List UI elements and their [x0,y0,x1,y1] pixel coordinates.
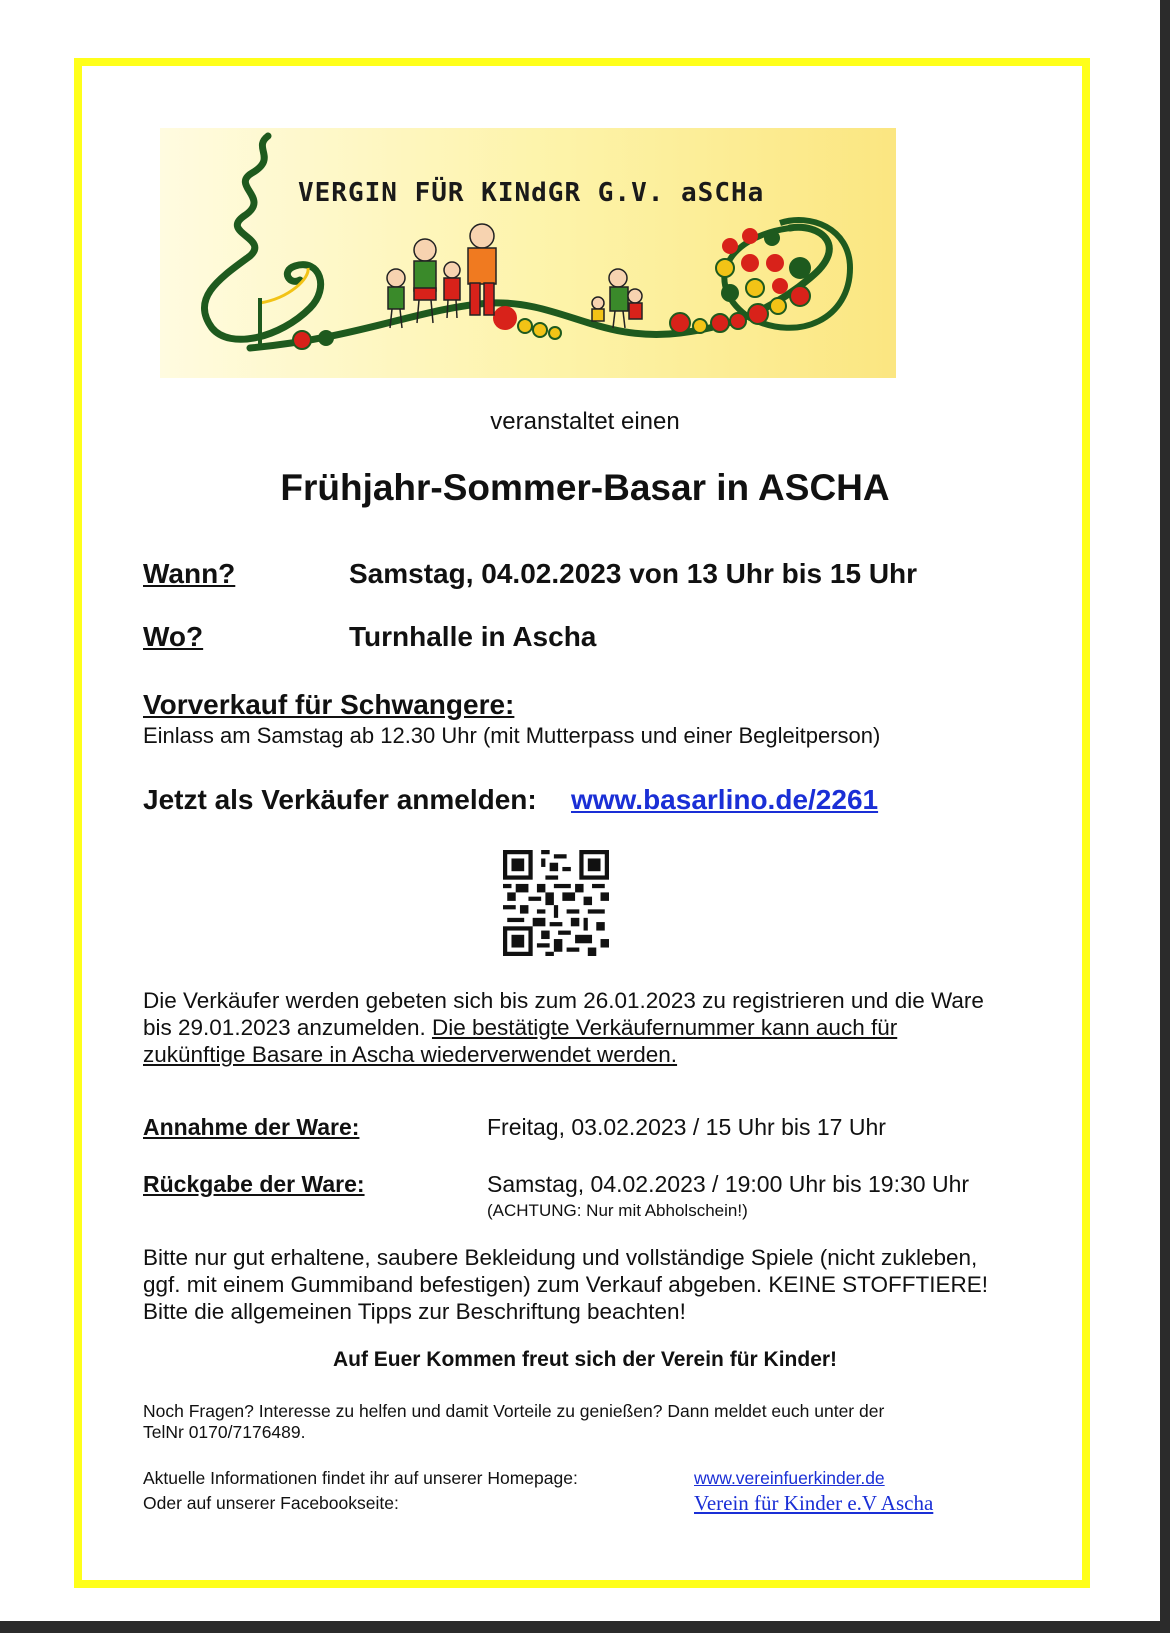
presale-label: Vorverkauf für Schwangere: [143,689,515,720]
sellers-note [143,987,984,1068]
where-label: Wo? [143,621,204,652]
qr-code[interactable] [503,850,609,956]
when-value: Samstag, 04.02.2023 von 13 Uhr bis 15 Uhr [349,558,918,589]
sellers-note-line2 [143,1014,984,1041]
questions-text [143,1401,884,1443]
acceptance-value: Freitag, 03.02.2023 / 15 Uhr bis 17 Uhr [487,1114,886,1140]
where-value: Turnhalle in Ascha [349,621,597,652]
logo-club-name: VERGIN FÜR KINdGR G.V. aSCHa [298,178,765,208]
homepage-link[interactable]: www.vereinfuerkinder.de [694,1468,885,1488]
rules-line1: Bitte nur gut erhaltene, saubere Bekleidung und vollständige Spiele (nicht zukleben, [143,1245,978,1270]
intro-text: veranstaltet einen [490,408,680,435]
questions-line2: TelNr 0170/7176489. [143,1422,306,1442]
register-link[interactable]: www.basarlino.de/2261 [571,784,879,815]
when-label: Wann? [143,558,236,589]
rules-text [143,1244,988,1325]
return-value: Samstag, 04.02.2023 / 19:00 Uhr bis 19:30 Uhr [487,1171,970,1197]
presale-text: Einlass am Samstag ab 12.30 Uhr (mit Mutterpass und einer Begleitperson) [143,723,881,748]
closing-text: Auf Euer Kommen freut sich der Verein für Kinder! [332,1348,838,1371]
facebook-link[interactable]: Verein für Kinder e.V Ascha [694,1491,934,1515]
club-logo [160,128,896,378]
acceptance-label: Annahme der Ware: [143,1114,360,1140]
homepage-label: Aktuelle Informationen findet ihr auf unserer Homepage: [143,1468,578,1488]
return-note: (ACHTUNG: Nur mit Abholschein!) [487,1201,748,1220]
register-label: Jetzt als Verkäufer anmelden: [143,784,537,815]
questions-line1: Noch Fragen? Interesse zu helfen und damit Vorteile zu genießen? Dann meldet euch unter der [143,1401,885,1421]
sellers-note-line1: Die Verkäufer werden gebeten sich bis zum 26.01.2023 zu registrieren und die Ware [143,988,984,1013]
sellers-note-line2-plain: bis 29.01.2023 anzumelden. [143,1015,432,1040]
sellers-note-line2-underlined: Die bestätigte Verkäufernummer kann auch für [431,1015,898,1040]
rules-line3: Bitte die allgemeinen Tipps zur Beschriftung beachten! [143,1299,686,1324]
logo-illustration [160,128,896,378]
sellers-note-line3: zukünftige Basare in Ascha wiederverwendet werden. [143,1042,678,1067]
return-label: Rückgabe der Ware: [143,1171,365,1197]
facebook-label: Oder auf unserer Facebookseite: [143,1493,399,1513]
rules-line2: ggf. mit einem Gummiband befestigen) zum Verkauf abgeben. KEINE STOFFTIERE! [143,1272,988,1297]
event-title: Frühjahr-Sommer-Basar in ASCHA [280,467,890,508]
